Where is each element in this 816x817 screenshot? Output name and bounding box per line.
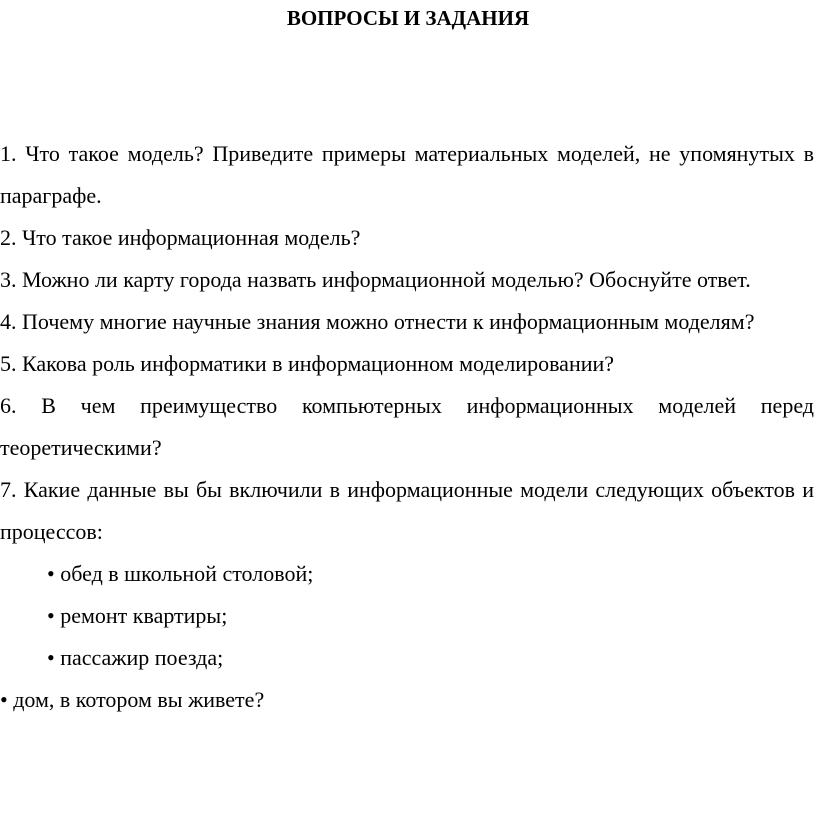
questions-list xyxy=(0,133,814,721)
bullet-item: • ремонт квартиры; xyxy=(47,603,228,628)
bullet-item: • дом, в котором вы живете? xyxy=(0,687,265,712)
bullet-list xyxy=(0,553,814,721)
bullet-item: • обед в школьной столовой; xyxy=(47,561,314,586)
question-1: 1. Что такое модель? Приведите примеры материальных моделей, не упомянутых в параграфе. xyxy=(0,141,814,208)
bullet-item: • пассажир поезда; xyxy=(47,645,224,670)
question-7: 7. Какие данные вы бы включили в информационные модели следующих объектов и процессов: xyxy=(0,477,814,544)
question-6: 6. В чем преимущество компьютерных информационных моделей перед теоретическими? xyxy=(0,393,814,460)
question-2: 2. Что такое информационная модель? xyxy=(0,225,361,250)
question-4: 4. Почему многие научные знания можно отнести к информационным моделям? xyxy=(0,309,755,334)
question-3: 3. Можно ли карту города назвать информационной моделью? Обоснуйте ответ. xyxy=(0,267,751,292)
question-5: 5. Какова роль информатики в информационном моделировании? xyxy=(0,351,615,376)
page-title: ВОПРОСЫ И ЗАДАНИЯ xyxy=(286,6,530,30)
